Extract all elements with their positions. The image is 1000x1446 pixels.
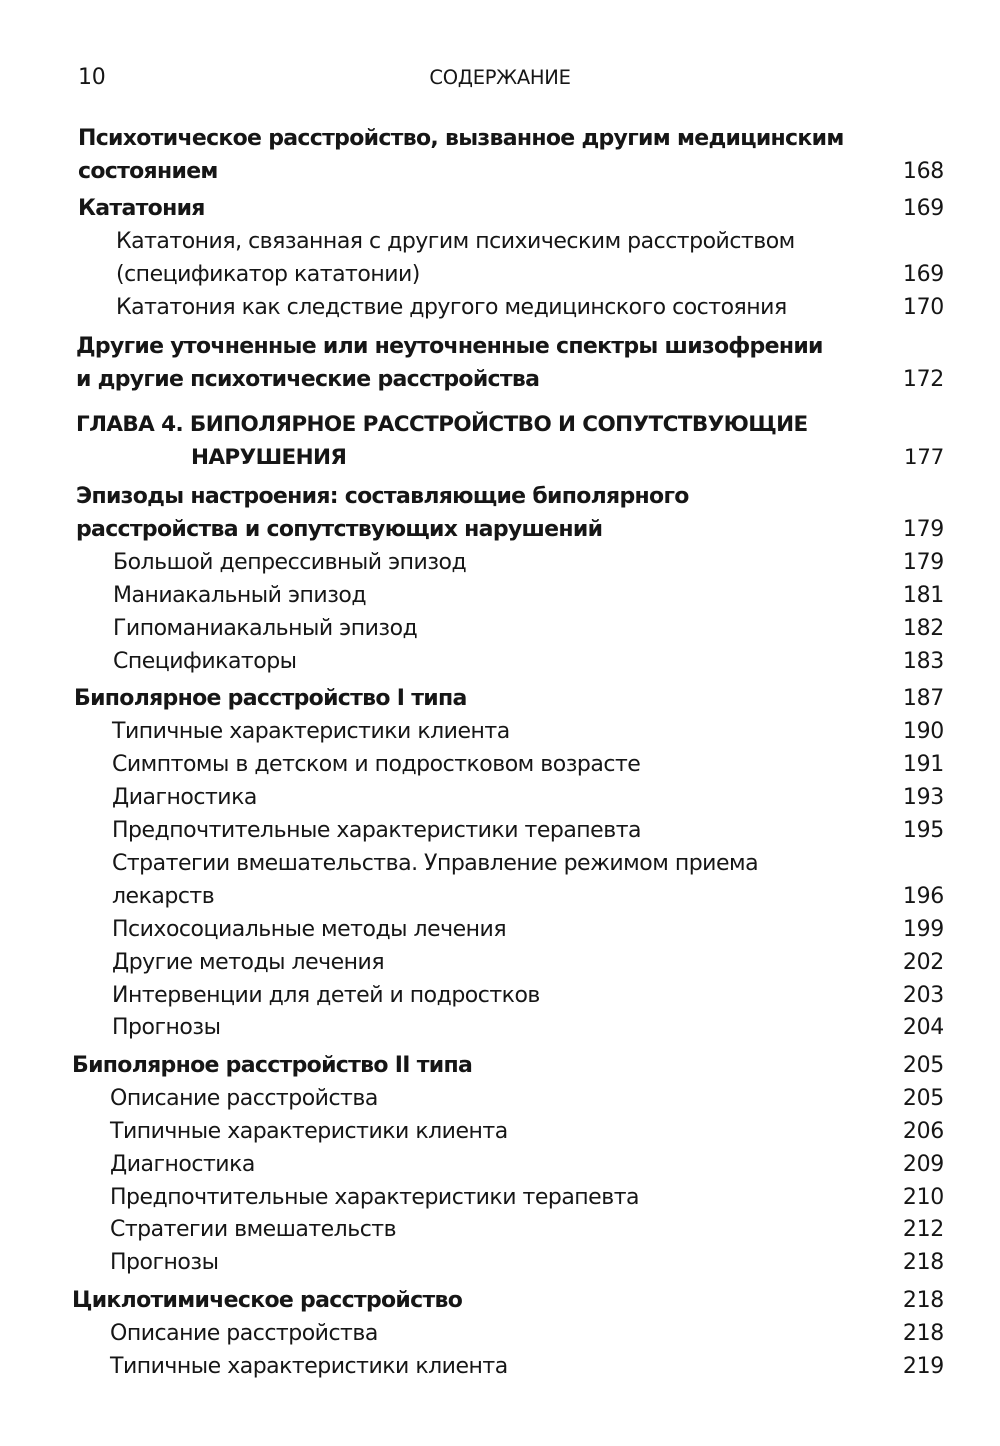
toc-page-number: 204 [902,1015,944,1040]
toc-page-number: 193 [902,785,944,810]
toc-page-number: 182 [902,616,944,641]
toc-entry-title-line: Предпочтительные характеристики терапевта [112,818,641,843]
toc-page-number: 205 [902,1053,944,1078]
toc-page-number: 203 [902,983,944,1008]
toc-page-number: 196 [902,884,944,909]
toc-entry-title [0,1213,396,1246]
toc-entry-title-line: лекарств [112,884,215,909]
toc-entry-title [0,748,640,781]
toc-entry-title-line: Симптомы в детском и подростковом возрасте [112,752,641,777]
toc-page-number: 212 [902,1217,944,1242]
toc-entry-title-line: Кататония, связанная с другим психическим расстройством [116,229,795,254]
toc-entry-title-line: Эпизоды настроения: составляющие биполярного [76,484,689,509]
toc-entry-title-line: Описание расстройства [110,1321,378,1346]
toc-entry-title-line: Кататония [78,196,205,221]
toc-entry-title [0,480,689,546]
toc-page-number: 168 [902,159,944,184]
toc-entry-title-line: Маниакальный эпизод [113,583,367,608]
toc-entry-title-line: Прогнозы [110,1250,219,1275]
toc-entry-title-line: Кататония как следствие другого медицинского состояния [116,295,787,320]
toc-page-number: 210 [902,1185,944,1210]
page-number: 10 [78,65,106,90]
toc-entry-title [0,546,466,579]
toc-entry-title-line: Прогнозы [112,1015,221,1040]
toc-entry-title-line: Циклотимическое расстройство [72,1288,463,1313]
toc-page-number: 169 [902,262,944,287]
toc-entry-title [0,1181,639,1214]
toc-entry-title [0,715,510,748]
toc-page-number: 181 [902,583,944,608]
toc-entry-title [0,192,205,225]
toc-entry-title-line: Другие уточненные или неуточненные спектры шизофрении [76,334,823,359]
toc-entry-title [0,645,297,678]
toc-page-number: 218 [902,1288,944,1313]
toc-entry-title [0,913,506,946]
toc-entry-title [0,291,787,324]
toc-page-number: 218 [902,1250,944,1275]
toc-entry-title-line: Спецификаторы [113,649,297,674]
toc-page-number: 170 [902,295,944,320]
toc-entry-title [0,847,758,913]
toc-entry-title-line: НАРУШЕНИЯ [191,445,347,470]
toc-entry-title [0,408,808,474]
toc-entry-title-line: Типичные характеристики клиента [110,1119,508,1144]
toc-entry-title [0,682,467,715]
toc-entry-title [0,122,844,188]
toc-page-number: 191 [902,752,944,777]
toc-page-number: 206 [902,1119,944,1144]
toc-entry-title-line: Биполярное расстройство II типа [72,1053,473,1078]
toc-entry-title [0,1082,378,1115]
toc-page-number: 187 [902,686,944,711]
toc-entry-title [0,1317,378,1350]
toc-page-number: 190 [902,719,944,744]
toc-entry-title-line: Стратегии вмешательств [110,1217,397,1242]
toc-page-number: 209 [902,1152,944,1177]
toc-page-number: 183 [902,649,944,674]
toc-entry-title-line: Диагностика [110,1152,255,1177]
toc-entry-title-line: Типичные характеристики клиента [112,719,510,744]
toc-entry-title [0,1011,220,1044]
toc-entry-title-line: Стратегии вмешательства. Управление режимом приема [112,851,759,876]
toc-entry-title-line: Типичные характеристики клиента [110,1354,508,1379]
toc-entry-title [0,612,417,645]
toc-entry-title [0,979,540,1012]
toc-page-number: 179 [902,517,944,542]
toc-page-number: 202 [902,950,944,975]
toc-entry-title-line: Описание расстройства [110,1086,378,1111]
toc-entry-title [0,330,823,396]
toc-entry-title [0,781,257,814]
toc-entry-title-line: Диагностика [112,785,257,810]
toc-page-number: 179 [902,550,944,575]
toc-entry-title-line: (спецификатор кататонии) [116,262,420,287]
toc-entry-title-line: и другие психотические расстройства [76,367,540,392]
toc-entry-title [0,1246,218,1279]
toc-entry-title [0,579,366,612]
toc-entry-title-line: Психосоциальные методы лечения [112,917,507,942]
toc-page-number: 195 [902,818,944,843]
toc-entry-title [0,1148,255,1181]
toc-entry-title-line: ГЛАВА 4. БИПОЛЯРНОЕ РАССТРОЙСТВО И СОПУТСТВУЮЩИЕ [76,412,808,437]
toc-entry-title-line: Интервенции для детей и подростков [112,983,540,1008]
toc-page-number: 169 [902,196,944,221]
toc-page-number: 199 [902,917,944,942]
toc-page-number: 218 [902,1321,944,1346]
toc-entry-title-line: Большой депрессивный эпизод [113,550,467,575]
running-title: СОДЕРЖАНИЕ [429,66,571,89]
toc-entry-title-line: расстройства и сопутствующих нарушений [76,517,603,542]
toc-entry-title-line: Другие методы лечения [112,950,385,975]
toc-entry-title [0,1284,462,1317]
toc-entry-title [0,1350,508,1383]
toc-entry-title-line: Биполярное расстройство I типа [74,686,467,711]
toc-entry-title [0,225,795,291]
toc-page-number: 219 [902,1354,944,1379]
toc-entry-title-line: состоянием [78,159,218,184]
toc-entry-title-line: Психотическое расстройство, вызванное другим медицинским [78,126,844,151]
toc-page-number: 205 [902,1086,944,1111]
toc-entry-title [0,946,384,979]
toc-entry-title [0,1115,508,1148]
toc-entry-title [0,814,641,847]
toc-entry-title [0,1049,472,1082]
toc-entry-title-line: Предпочтительные характеристики терапевта [110,1185,639,1210]
toc-page-number: 177 [903,445,944,470]
toc-page-number: 172 [902,367,944,392]
toc-entry-title-line: Гипоманиакальный эпизод [113,616,418,641]
